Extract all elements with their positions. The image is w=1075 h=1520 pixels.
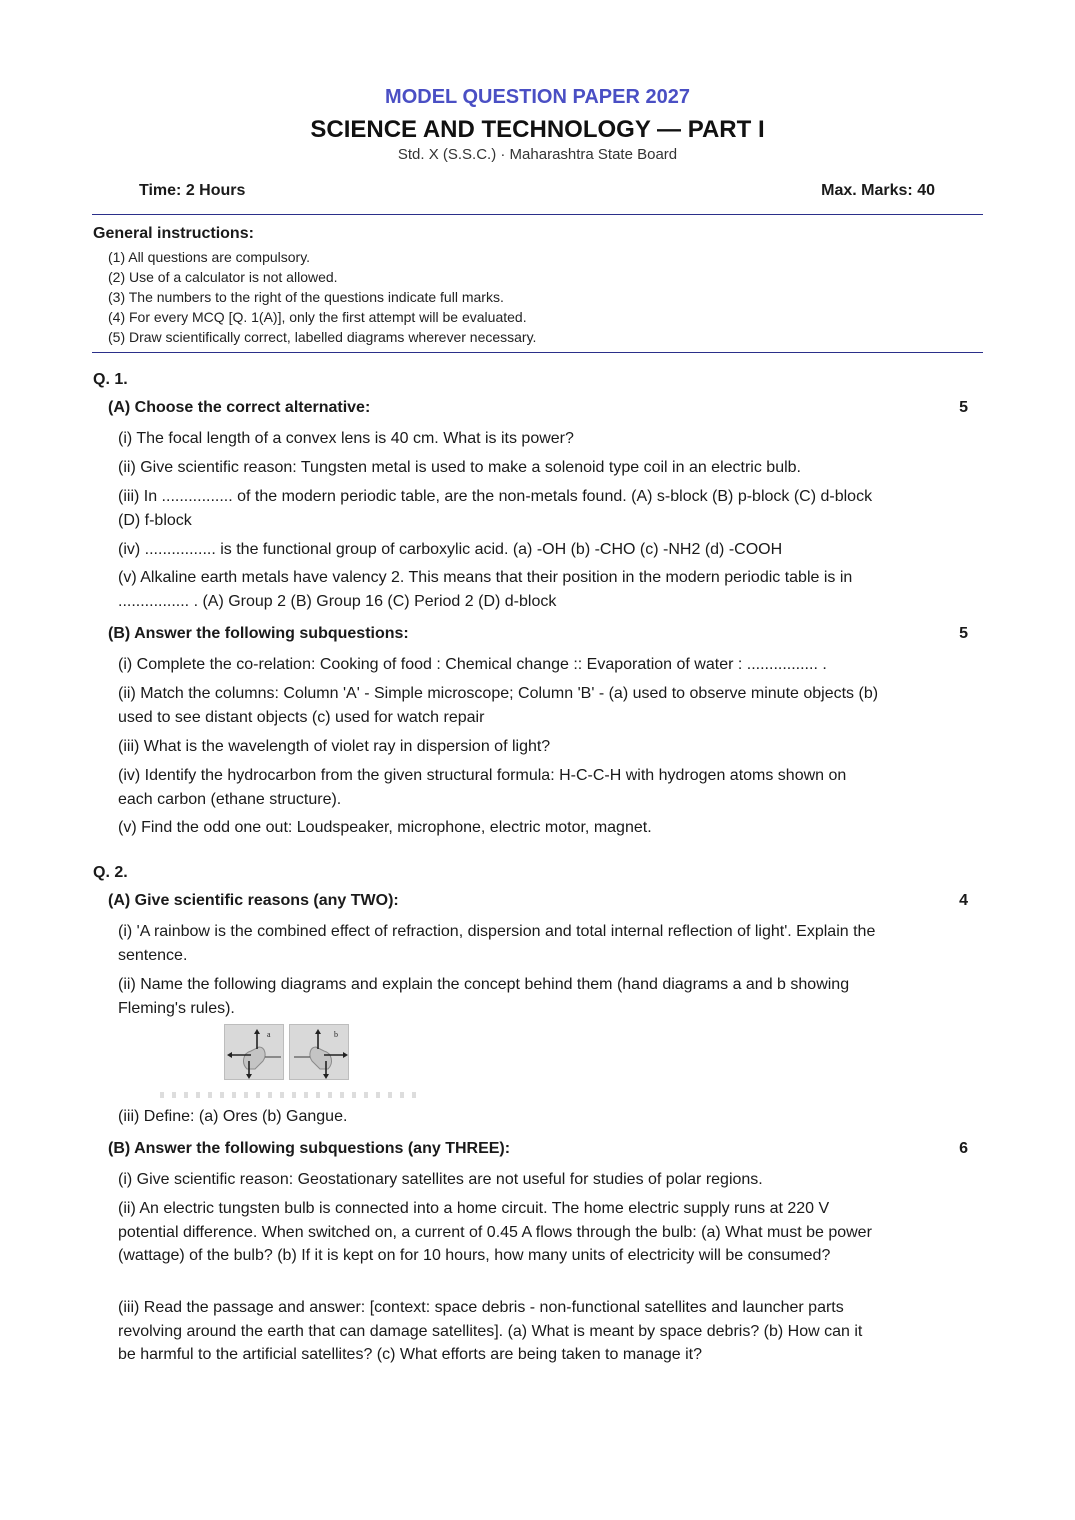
- question-item-q2b-ii: (ii) An electric tungsten bulb is connected into a home circuit. The home electric supply runs at 220 V potential difference. When switched on, a current of 0.45 A flows through the bulb: (a) What must be power (wattage) of the bulb? (b) If it is kept on for 10 hours, how many units of electricity will be consumed?: [118, 1200, 872, 1264]
- question-item-q2a-i: (i) 'A rainbow is the combined effect of refraction, dispersion and total internal reflection of light'. Explain the sentence.: [118, 923, 876, 964]
- instruction-item: (4) For every MCQ [Q. 1(A)], only the first attempt will be evaluated.: [108, 309, 527, 325]
- question-item-q1a-v: (v) Alkaline earth metals have valency 2. This means that their position in the modern periodic table is in ................ . (A) Group 2 (B) Group 16 (C) Period 2 (D) d-block: [118, 569, 853, 610]
- question-item-q1a-iii: (iii) In ................ of the modern periodic table, are the non-metals found. (A) s-block (B) p-block (C) d-block (D) f-block: [118, 488, 873, 529]
- question-item-q1a-iv: (iv) ................ is the functional group of carboxylic acid. (a) -OH (b) -CHO (c) -NH2 (d) -COOH: [118, 541, 783, 558]
- question-item-q2a-ii: (ii) Name the following diagrams and explain the concept behind them (hand diagrams a and b showing Fleming's rules).: [118, 976, 850, 1017]
- instructions-list: [108, 247, 536, 347]
- question-item-q1a-ii: (ii) Give scientific reason: Tungsten metal is used to make a solenoid type coil in an electric bulb.: [118, 459, 801, 476]
- question-item-q1b-i: (i) Complete the co-relation: Cooking of food : Chemical change :: Evaporation of water : ................ .: [118, 656, 827, 673]
- fleming-hand-diagrams: [224, 1024, 349, 1080]
- max-marks: Max. Marks: 40: [821, 182, 935, 199]
- paper-kicker: MODEL QUESTION PAPER 2027: [385, 86, 690, 108]
- section-marks: 4: [959, 892, 968, 909]
- section-heading-q2b: [108, 1140, 968, 1158]
- section-marks: 5: [959, 625, 968, 642]
- instruction-item: (2) Use of a calculator is not allowed.: [108, 269, 338, 285]
- section-title: (B) Answer the following subquestions (any THREE):: [108, 1140, 511, 1157]
- question-item-q1b-ii: (ii) Match the columns: Column 'A' - Simple microscope; Column 'B' - (a) used to observe minute objects (b) used to see distant objects (c) used for watch repair: [118, 685, 879, 726]
- section-heading-q2a: [108, 892, 968, 910]
- section-title: (A) Give scientific reasons (any TWO):: [108, 892, 399, 909]
- section-marks: 6: [959, 1140, 968, 1157]
- section-heading-q1a: [108, 399, 968, 417]
- faded-scan-artifact: [160, 1092, 420, 1098]
- question-item-q1b-v: (v) Find the odd one out: Loudspeaker, microphone, electric motor, magnet.: [118, 819, 652, 836]
- question-label-q1: Q. 1.: [93, 371, 128, 388]
- instructions-heading: General instructions:: [93, 225, 254, 242]
- instruction-item: (3) The numbers to the right of the questions indicate full marks.: [108, 289, 504, 305]
- instructions-divider: [92, 352, 983, 353]
- question-item-q2b-i: (i) Give scientific reason: Geostationary satellites are not useful for studies of polar regions.: [118, 1171, 763, 1188]
- instruction-item: (1) All questions are compulsory.: [108, 249, 311, 265]
- section-marks: 5: [959, 399, 968, 416]
- figure-label-a: a: [267, 1030, 271, 1039]
- question-item-q1b-iv: (iv) Identify the hydrocarbon from the given structural formula: H-C-C-H with hydrogen atoms shown on each carbon (ethane structure).: [118, 767, 847, 808]
- paper-title: SCIENCE AND TECHNOLOGY — PART I: [310, 116, 765, 143]
- fleming-right-hand-figure: [289, 1024, 349, 1080]
- section-title: (B) Answer the following subquestions:: [108, 625, 409, 642]
- question-item-q2b-iii: (iii) Read the passage and answer: [context: space debris - non-functional satellites and launcher parts revolving around the earth that can damage satellites]. (a) What is meant by space debris? (b) How can it be harmful to the artificial satellites? (c) What efforts are being taken to manage it?: [118, 1299, 863, 1363]
- question-item-q1a-i: (i) The focal length of a convex lens is 40 cm. What is its power?: [118, 430, 574, 447]
- header-divider: [92, 214, 983, 215]
- instruction-item: (5) Draw scientifically correct, labelled diagrams wherever necessary.: [108, 329, 537, 345]
- time-allowed: Time: 2 Hours: [139, 182, 246, 199]
- section-title: (A) Choose the correct alternative:: [108, 399, 371, 416]
- section-heading-q1b: [108, 625, 968, 643]
- question-label-q2: Q. 2.: [93, 864, 128, 881]
- figure-label-b: b: [334, 1030, 338, 1039]
- question-item-q2a-iii: (iii) Define: (a) Ores (b) Gangue.: [118, 1108, 348, 1125]
- paper-subtitle: Std. X (S.S.C.) · Maharashtra State Board: [397, 146, 678, 163]
- fleming-left-hand-figure: [224, 1024, 284, 1080]
- question-item-q1b-iii: (iii) What is the wavelength of violet ray in dispersion of light?: [118, 738, 551, 755]
